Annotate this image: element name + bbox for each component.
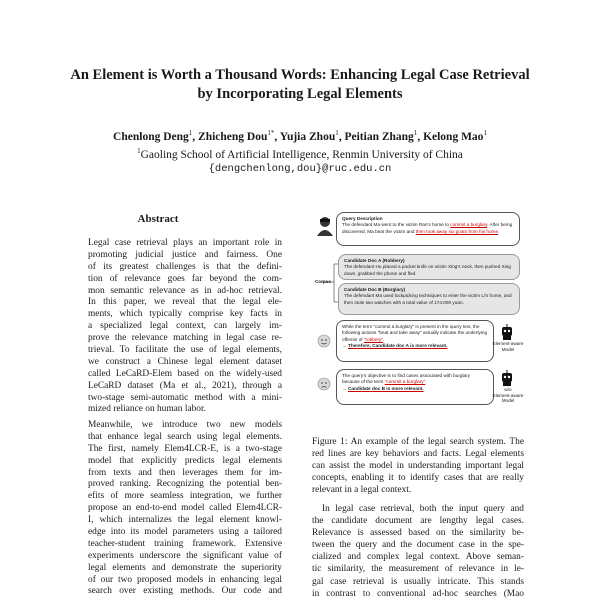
element-aware-model-label: Element-aware Model xyxy=(492,341,524,352)
text-line: of our two proposed models in enhancing legal xyxy=(88,574,282,585)
robot-icon xyxy=(500,324,514,340)
text-line: tic similarity, the measurement of relevance in le- xyxy=(312,564,524,575)
author-block xyxy=(40,126,560,176)
text-line: tween the query and the document case in the spe- xyxy=(312,540,524,551)
text-line: In this paper, we reveal that the legal ele- xyxy=(88,297,282,308)
paper-title xyxy=(40,66,560,104)
text-line: edge into its model parameters using a tailored xyxy=(88,527,282,538)
author-names: Chenlong Deng$^1$, Zhicheng Dou$^{1*}$, Yujia Zhou$^1$, Peitian Zhang$^1$, Kelong Mao$^1$ xyxy=(113,129,487,143)
text-line: mon semantic relevance as in ad-hoc retrieval. xyxy=(88,285,282,296)
text-line: prove the relevance matching in legal case re- xyxy=(88,333,282,344)
text-line: concepts, enabling it to identify cases that are really xyxy=(312,473,524,483)
text-line: LeCaRD dataset (Ma et al., 2021), through a xyxy=(88,380,282,391)
candidate-doc-b: Candidate Doc B (Burglary) The defendant Ma used lockpicking techniques to enter the victim Li's home, and then stole two watches with a total value of 174,000 yuan. xyxy=(338,283,520,315)
text-line: we construct a Chinese legal element dataset xyxy=(88,356,282,367)
title-line-1: An Element is Worth a Thousand Words: Enhancing Legal Case Retrieval xyxy=(70,67,530,83)
intro-paragraph xyxy=(312,503,524,600)
text-line: I, which internalizes the legal element knowl- xyxy=(88,515,282,526)
robot-icon xyxy=(500,370,514,386)
text-line: cialized and complex legal context. Above seman- xyxy=(312,552,524,563)
query-title: Query Description xyxy=(342,216,383,221)
sad-face-icon xyxy=(317,377,331,391)
text-line: that enhance legal search using legal elements. xyxy=(88,431,282,442)
abstract-paragraph-1 xyxy=(88,238,282,416)
text-line: red lines are key behaviors and facts. Legal elements xyxy=(312,449,524,459)
affiliation: $^1$Gaoling School of Artificial Intelligence, Renmin University of China xyxy=(137,146,463,161)
non-element-aware-response: The query's objective is to find cases associated with burglary because of the term "commit a burglary". → Candidate doc B is more relevant. xyxy=(336,369,494,405)
text-line: model that explicitly predicts legal elements xyxy=(88,455,282,466)
text-line: the candidate document are lengthy legal cases. xyxy=(312,516,524,527)
text-line: mized reliance on human labor. xyxy=(88,404,206,415)
element-aware-response: While the term "commit a burglary" is present in the query text, the following actions "beat and take away" actually indicate the underlying offense of "robbery". → Therefore, Candidate doc A is more relevant. xyxy=(336,320,494,362)
text-line: promoting judicial justice and fairness. One xyxy=(88,249,282,260)
abstract-heading: Abstract xyxy=(137,213,179,225)
text-line: called LeCaRD-Elem based on the widely-used xyxy=(88,368,282,379)
author-name: Peitian Zhang xyxy=(344,130,414,143)
user-icon xyxy=(316,216,334,236)
author-name: Chenlong Deng xyxy=(113,130,189,143)
text-line: from texts and then leverages them for im- xyxy=(88,467,282,478)
query-bubble: Query Description The defendant Ma went to the victim Ran's home to commit a burglary. After being discovered, Ma beat the victim and then took away six goats from his home. xyxy=(336,212,520,246)
text-line: teacher-student training framework. Extensive xyxy=(88,538,282,549)
text-line: tion of relevance goes far beyond the com- xyxy=(88,273,282,284)
abstract-paragraph-2 xyxy=(88,420,282,598)
title-line-2: by Incorporating Legal Elements xyxy=(197,86,403,102)
text-line: In legal case retrieval, both the input query and xyxy=(322,504,524,514)
text-line: Figure 1: An example of the legal search system. The xyxy=(312,437,524,447)
text-line: of its greatest challenges is that the defini- xyxy=(88,261,282,272)
text-line: Relevance is assessed based on the similarity be- xyxy=(312,528,524,539)
figure-caption xyxy=(312,436,524,496)
text-line: Meanwhile, we introduce two new models xyxy=(88,420,282,430)
text-line: two-stage semi-automatic method with a mini- xyxy=(88,392,282,403)
satisfied-face-icon xyxy=(317,334,331,348)
corpus-label: Corpus xyxy=(314,279,332,284)
text-line: proved ranking. Recognizing the potential ben- xyxy=(88,479,282,490)
non-element-aware-model-label: w/o Element-aware Model xyxy=(492,387,524,403)
author-name: Yujia Zhou xyxy=(279,130,336,143)
text-line: relevant in a legal context. xyxy=(312,485,412,495)
text-line: experiments underscore the significant value of xyxy=(88,550,282,561)
text-line: trieval. To facilitate the use of legal elements, xyxy=(88,345,282,356)
figure-1 xyxy=(312,208,524,430)
text-line: The first, namely Elem4LCR-E, is a two-stage xyxy=(88,443,282,454)
author-name: Zhicheng Dou xyxy=(198,130,268,143)
text-line: search over existing methods. Our code and xyxy=(88,586,282,597)
text-line: ments, which typically comprise key facts in xyxy=(88,309,282,320)
text-line: legal elements and demonstrate the superiority xyxy=(88,562,282,573)
text-line: propose an end-to-end model called Elem4LCR- xyxy=(88,503,282,514)
candidate-doc-a: Candidate Doc A (Robbery) The defendant Hu placed a pocket knife on victim Xing's neck, then pushed Xing down, grabbed the phone and fled. xyxy=(338,254,520,280)
text-line: efits of more seamless integration, we further xyxy=(88,491,282,502)
author-name: Kelong Mao xyxy=(423,130,484,143)
text-line: gal case retrieval is usually intricate. This stands xyxy=(312,576,524,587)
text-line: Legal case retrieval plays an important role in xyxy=(88,238,282,248)
text-line: a specialized legal context, can largely im- xyxy=(88,321,282,332)
text-line: can assist the model in understanding important legal xyxy=(312,461,524,471)
author-email: {dengchenlong,dou}@ruc.edu.cn xyxy=(208,162,392,175)
text-line: in contrast to conventional ad-hoc searches (Mao xyxy=(312,588,524,599)
